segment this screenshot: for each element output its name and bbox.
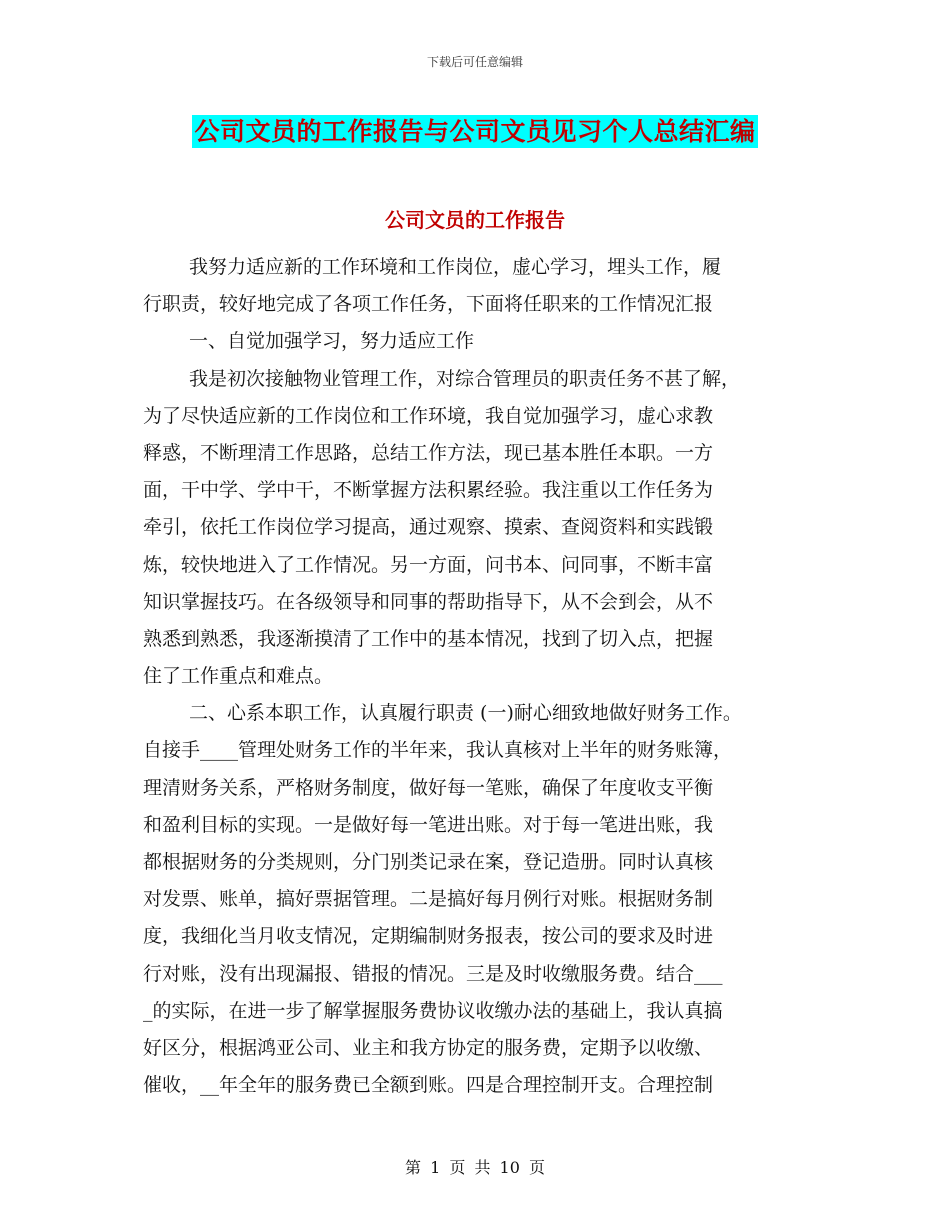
body-line: 行职责，较好地完成了各项工作任务，下面将任职来的工作情况汇报: [143, 293, 714, 316]
body-line: 行对账，没有出现漏报、错报的情况。三是及时收缴服务费。结合___: [143, 962, 723, 985]
body-line: 牵引，依托工作岗位学习提高，通过观察、摸索、查阅资料和实践锻: [143, 516, 714, 539]
body-line: 知识掌握技巧。在各级领导和同事的帮助指导下，从不会到会，从不: [143, 590, 714, 613]
body-line: 我是初次接触物业管理工作，对综合管理员的职责任务不甚了解，: [189, 367, 741, 390]
body-text: [143, 249, 833, 1104]
body-line: 炼，较快地进入了工作情况。另一方面，问书本、问同事，不断丰富: [143, 553, 714, 576]
body-line: _的实际，在进一步了解掌握服务费协议收缴办法的基础上，我认真搞: [143, 999, 723, 1022]
body-line: 都根据财务的分类规则，分门别类记录在案，登记造册。同时认真核: [143, 851, 714, 873]
body-line: 催收，__年全年的服务费已全额到账。四是合理控制开支。合理控制: [143, 1074, 714, 1097]
body-line: 好区分，根据鸿亚公司、业主和我方协定的服务费，定期予以收缴、: [143, 1036, 714, 1059]
section-title: 公司文员的工作报告: [385, 208, 565, 232]
body-line: 二、心系本职工作，认真履行职责 (一)耐心细致地做好财务工作。: [189, 702, 742, 725]
body-line: 理清财务关系，严格财务制度，做好每一笔账，确保了年度收支平衡: [143, 776, 714, 799]
body-line: 自接手____管理处财务工作的半年来，我认真核对上半年的财务账簿，: [143, 739, 733, 762]
body-line: 度，我细化当月收支情况，定期编制财务报表，按公司的要求及时进: [143, 925, 714, 948]
body-line: 对发票、账单，搞好票据管理。二是搞好每月例行对账。根据财务制: [143, 888, 714, 911]
body-line: 一、自觉加强学习，努力适应工作: [189, 330, 475, 353]
document-title-text: 公司文员的工作报告与公司文员见习个人总结汇编: [194, 117, 756, 146]
body-line: 面，干中学、学中干，不断掌握方法积累经验。我注重以工作任务为: [143, 479, 714, 502]
body-line: 住了工作重点和难点。: [143, 665, 334, 688]
body-line: 熟悉到熟悉，我逐渐摸清了工作中的基本情况，找到了切入点，把握: [143, 627, 714, 650]
body-line: 为了尽快适应新的工作岗位和工作环境，我自觉加强学习，虚心求教: [143, 404, 714, 427]
document-title: [0, 112, 950, 148]
header-note: 下载后可任意编辑: [426, 55, 523, 69]
body-line: 我努力适应新的工作环境和工作岗位，虚心学习，埋头工作，履: [189, 256, 722, 278]
body-line: 和盈利目标的实现。一是做好每一笔进出账。对于每一笔进出账，我: [143, 813, 714, 836]
page-footer: 第 1 页 共 10 页: [405, 1158, 545, 1177]
body-line: 释惑，不断理清工作思路，总结工作方法，现已基本胜任本职。一方: [143, 441, 714, 464]
